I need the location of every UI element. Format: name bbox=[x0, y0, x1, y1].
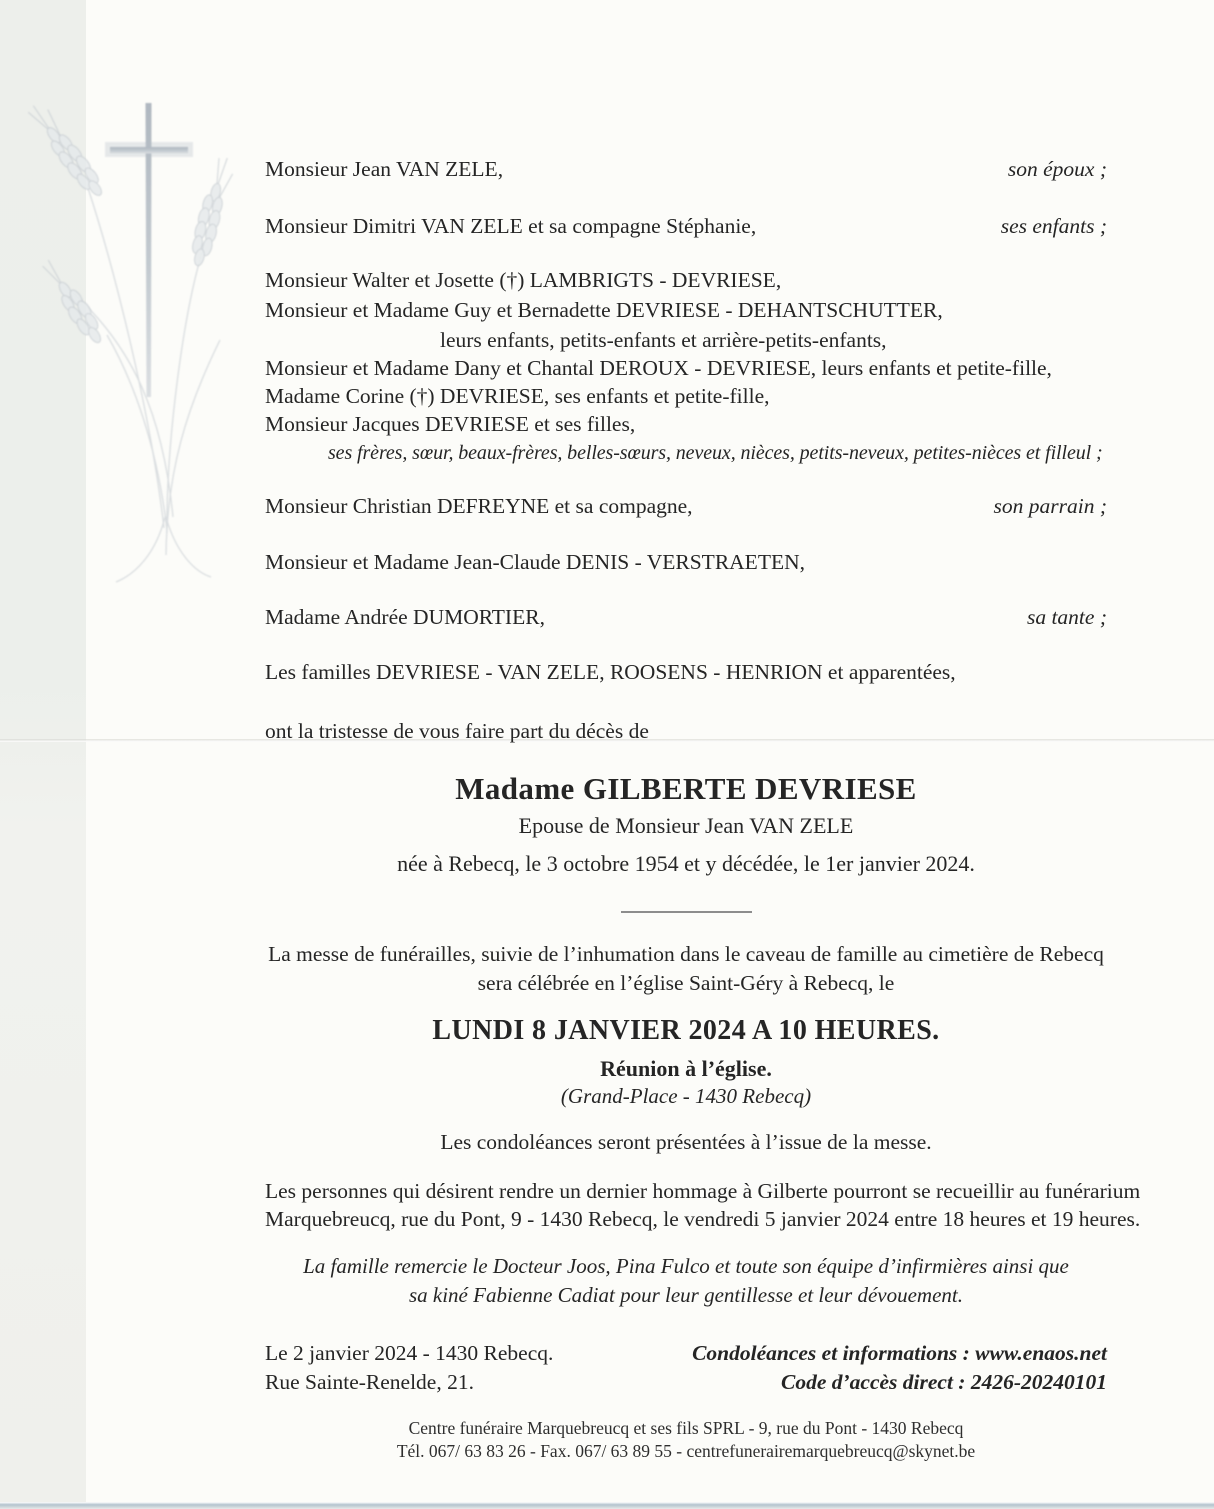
relation-label: sa tante ; bbox=[1026, 605, 1107, 629]
deceased-name: Madame GILBERTE DEVRIESE bbox=[455, 771, 917, 806]
footer-street: Rue Sainte-Renelde, 21. bbox=[265, 1370, 474, 1394]
family-names: Monsieur Dimitri VAN ZELE et sa compagne Stéphanie, bbox=[265, 214, 757, 238]
family-line: Monsieur Walter et Josette (†) LAMBRIGTS - DEVRIESE, bbox=[265, 268, 782, 292]
family-line: leurs enfants, petits-enfants et arrière-petits-enfants, bbox=[440, 328, 887, 352]
funeral-home-contact-line: Tél. 067/ 63 83 26 - Fax. 067/ 63 89 55 - centrefunerairemarquebreucq@skynet.be bbox=[396, 1441, 976, 1461]
footer-date-place: Le 2 janvier 2024 - 1430 Rebecq. bbox=[265, 1341, 554, 1365]
section-divider bbox=[621, 911, 752, 913]
family-names: Madame Andrée DUMORTIER, bbox=[265, 605, 545, 629]
family-line bbox=[265, 213, 1107, 240]
family-line: Monsieur Jacques DEVRIESE et ses filles, bbox=[265, 412, 636, 436]
family-line: Monsieur et Madame Dany et Chantal DEROUX - DEVRIESE, leurs enfants et petite-fille, bbox=[265, 356, 1052, 380]
family-names: Monsieur Jean VAN ZELE, bbox=[265, 157, 504, 181]
family-line bbox=[265, 493, 1107, 520]
family-line: Madame Corine (†) DEVRIESE, ses enfants et petite-fille, bbox=[265, 384, 770, 408]
family-line: Les familles DEVRIESE - VAN ZELE, ROOSENS - HENRION et apparentées, bbox=[265, 660, 956, 684]
footer-online-condolences: Condoléances et informations : www.enaos.net bbox=[692, 1341, 1107, 1365]
scan-edge-bottom bbox=[0, 1502, 1214, 1509]
service-intro-line1: La messe de funérailles, suivie de l’inhumation dans le caveau de famille au cimetière de Rebecq bbox=[268, 942, 1104, 966]
footer-access-code: Code d’accès direct : 2426-20240101 bbox=[780, 1370, 1107, 1394]
service-date-time: LUNDI 8 JANVIER 2024 A 10 HEURES. bbox=[432, 1015, 940, 1046]
relation-label: son parrain ; bbox=[993, 494, 1107, 518]
family-line bbox=[265, 604, 1107, 631]
service-intro-line2: sera célébrée en l’église Saint-Géry à Rebecq, le bbox=[477, 971, 895, 995]
announcement-intro-line: ont la tristesse de vous faire part du décès de bbox=[265, 719, 649, 743]
visitation-line1: Les personnes qui désirent rendre un dernier hommage à Gilberte pourront se recueillir au funérarium bbox=[265, 1179, 1141, 1203]
family-line: Monsieur et Madame Jean-Claude DENIS - VERSTRAETEN, bbox=[265, 550, 805, 574]
service-meeting-line: Réunion à l’église. bbox=[600, 1056, 772, 1081]
deceased-spouse-line: Epouse de Monsieur Jean VAN ZELE bbox=[518, 813, 854, 838]
family-line bbox=[265, 156, 1107, 183]
service-address-line: (Grand-Place - 1430 Rebecq) bbox=[560, 1084, 812, 1108]
family-names: Monsieur Christian DEFREYNE et sa compagne, bbox=[265, 494, 693, 518]
cross-and-wheat-watermark-icon bbox=[15, 85, 255, 585]
thanks-line1: La famille remercie le Docteur Joos, Pina Fulco et toute son équipe d’infirmières ainsi que bbox=[303, 1254, 1069, 1278]
family-line: Monsieur et Madame Guy et Bernadette DEVRIESE - DEHANTSCHUTTER, bbox=[265, 298, 943, 322]
condolences-line: Les condoléances seront présentées à l’issue de la messe. bbox=[440, 1130, 932, 1154]
relation-label: son époux ; bbox=[1007, 157, 1107, 181]
visitation-line2: Marquebreucq, rue du Pont, 9 - 1430 Rebecq, le vendredi 5 janvier 2024 entre 18 heures et 19 heures. bbox=[265, 1207, 1141, 1231]
kinship-summary-line: ses frères, sœur, beaux-frères, belles-sœurs, neveux, nièces, petits-neveux, petites-nièces et filleul ; bbox=[328, 442, 1103, 464]
thanks-line2: sa kiné Fabienne Cadiat pour leur gentillesse et leur dévouement. bbox=[408, 1283, 964, 1307]
deceased-birth-death-line: née à Rebecq, le 3 octobre 1954 et y décédée, le 1er janvier 2024. bbox=[397, 851, 975, 876]
relation-label: ses enfants ; bbox=[1000, 214, 1107, 238]
funeral-home-name-line: Centre funéraire Marquebreucq et ses fils SPRL - 9, rue du Pont - 1430 Rebecq bbox=[408, 1418, 964, 1438]
